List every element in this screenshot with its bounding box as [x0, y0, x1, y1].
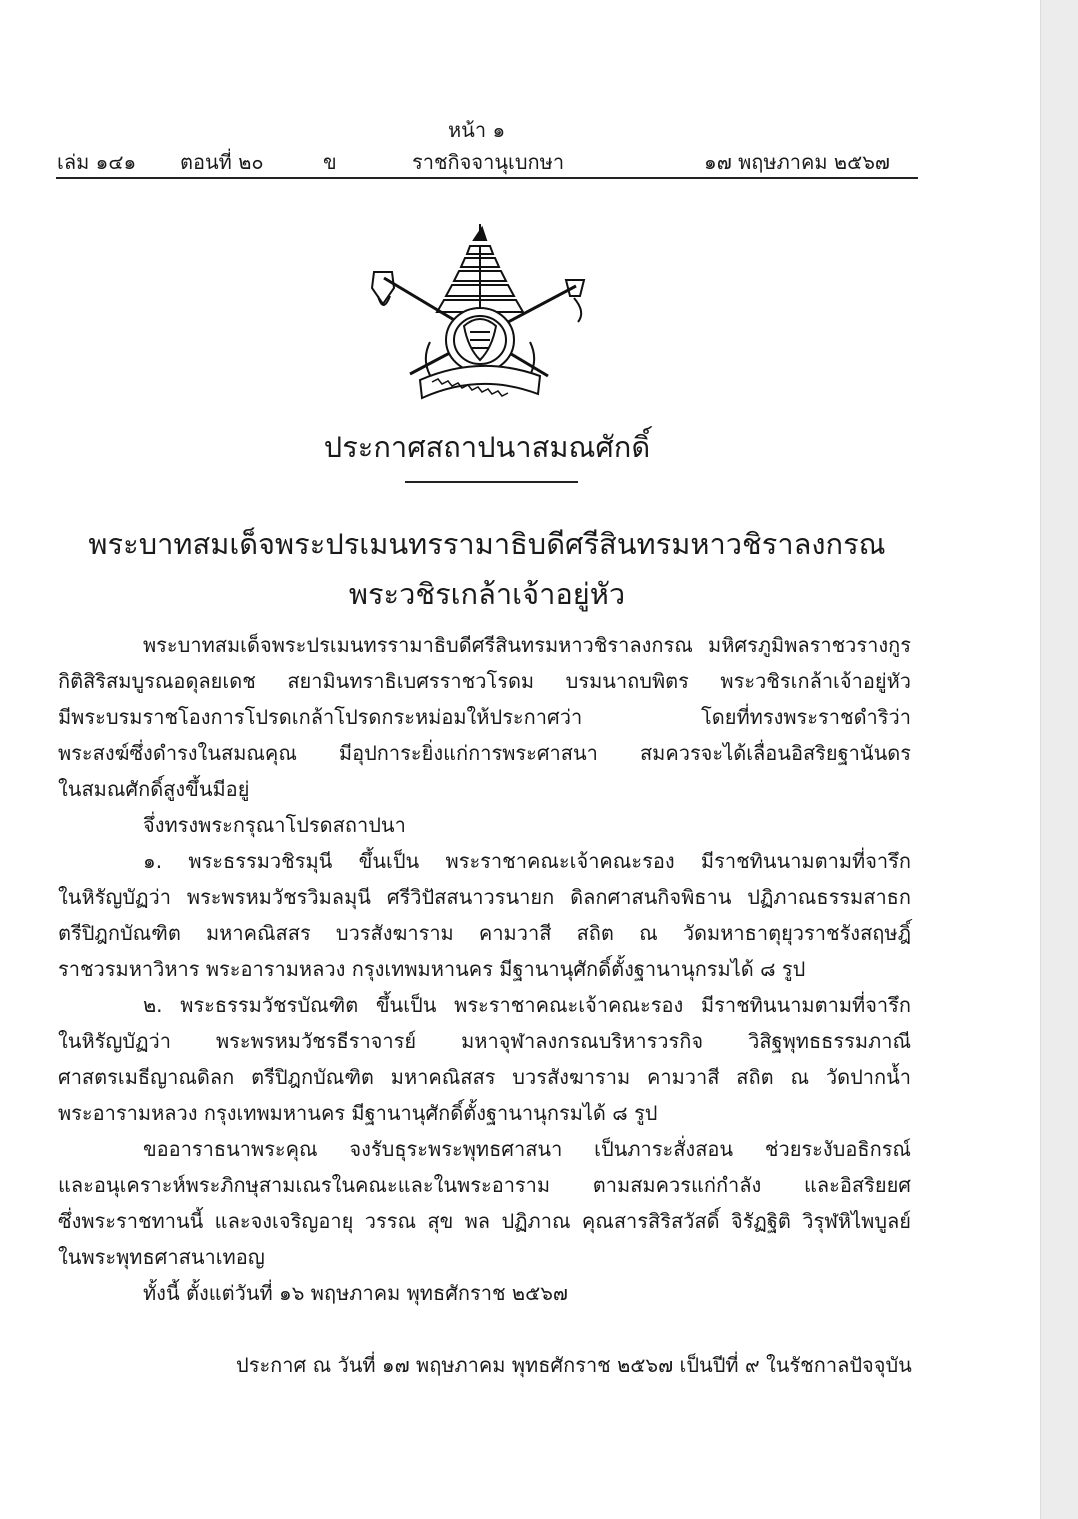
intro-line-1: พระบาทสมเด็จพระปรเมนทรรามาธิบดีศรีสินทรมหาวชิราลงกรณ มหิศรภูมิพลราชวรางกูร	[143, 633, 911, 657]
proclamation-date: ประกาศ ณ วันที่ ๑๗ พฤษภาคม พุทธศักราช ๒๕๖๗ เป็นปีที่ ๙ ในรัชกาลปัจจุบัน	[236, 1353, 912, 1377]
header-divider	[56, 177, 918, 179]
item-1-line-1: ๑. พระธรรมวชิรมุนี ขึ้นเป็น พระราชาคณะเจ้าคณะรอง มีราชทินนามตามที่จารึก	[143, 849, 911, 873]
royal-seal-icon	[370, 222, 590, 402]
intro-line-4: พระสงฆ์ซึ่งดำรงในสมณคุณ มีอุปการะยิ่งแก่การพระศาสนา สมควรจะได้เลื่อนอิสริยฐานันดร	[58, 741, 911, 765]
blessing-line-3: ซึ่งพระราชทานนี้ และจงเจริญอายุ วรรณ สุข พล ปฏิภาณ คุณสารสิริสวัสดิ์ จิรัฏฐิติ วิรุฬหิไพบูลย์	[58, 1209, 911, 1233]
section-number: ตอนที่ ๒๐	[180, 150, 264, 174]
title-divider	[405, 481, 578, 483]
item-1-line-4: ราชวรมหาวิหาร พระอารามหลวง กรุงเทพมหานคร มีฐานานุศักดิ์ตั้งฐานานุกรมได้ ๘ รูป	[58, 957, 806, 981]
king-title-line-1: พระบาทสมเด็จพระปรเมนทรรามาธิบดีศรีสินทรมหาวชิราลงกรณ	[88, 527, 886, 561]
intro-line-5: ในสมณศักดิ์สูงขึ้นมีอยู่	[58, 777, 250, 801]
item-1-line-3: ตรีปิฎกบัณฑิต มหาคณิสสร บวรสังฆาราม คามวาสี สถิต ณ วัดมหาธาตุยุวราชรังสฤษฎิ์	[58, 921, 911, 945]
gazette-name: ราชกิจจานุเบกษา	[412, 150, 565, 174]
blessing-line-1: ขออาราธนาพระคุณ จงรับธุระพระพุทธศาสนา เป็นภาระสั่งสอน ช่วยระงับอธิกรณ์	[143, 1137, 911, 1161]
intro-line-2: กิติสิริสมบูรณอดุลยเดช สยามินทราธิเบศรราชวโรดม บรมนาถบพิตร พระวชิรเกล้าเจ้าอยู่หัว	[58, 669, 911, 693]
item-1-line-2: ในหิรัญบัฏว่า พระพรหมวัชรวิมลมุนี ศรีวิปัสสนาวรนายก ดิลกศาสนกิจพิธาน ปฏิภาณธรรมสาธก	[58, 885, 911, 909]
blessing-line-4: ในพระพุทธศาสนาเทอญ	[58, 1245, 265, 1269]
king-title-line-2: พระวชิรเกล้าเจ้าอยู่หัว	[348, 577, 626, 611]
intro-line-3: มีพระบรมราชโองการโปรดเกล้าโปรดกระหม่อมให้ประกาศว่า โดยที่ทรงพระราชดำริว่า	[58, 705, 911, 729]
page-title: ประกาศสถาปนาสมณศักดิ์	[323, 430, 651, 464]
page-number: หน้า ๑	[448, 118, 506, 142]
item-2-line-1: ๒. พระธรรมวัชรบัณฑิต ขึ้นเป็น พระราชาคณะเจ้าคณะรอง มีราชทินนามตามที่จารึก	[143, 993, 911, 1017]
appoint-intro: จึ่งทรงพระกรุณาโปรดสถาปนา	[143, 813, 406, 837]
effective-date: ทั้งนี้ ตั้งแต่วันที่ ๑๖ พฤษภาคม พุทธศักราช ๒๕๖๗	[143, 1281, 568, 1305]
blessing-line-2: และอนุเคราะห์พระภิกษุสามเณรในคณะและในพระอาราม ตามสมควรแก่กำลัง และอิสริยยศ	[58, 1173, 911, 1197]
item-2-line-3: ศาสตรเมธีญาณดิลก ตรีปิฎกบัณฑิต มหาคณิสสร บวรสังฆาราม คามวาสี สถิต ณ วัดปากน้ำ	[58, 1065, 911, 1089]
item-2-line-2: ในหิรัญบัฏว่า พระพรหมวัชรธีราจารย์ มหาจุฬาลงกรณบริหารวรกิจ วิสิฐพุทธธรรมภาณี	[58, 1029, 911, 1053]
viewer-side-strip	[1040, 0, 1078, 1519]
item-2-line-4: พระอารามหลวง กรุงเทพมหานคร มีฐานานุศักดิ์ตั้งฐานานุกรมได้ ๘ รูป	[58, 1101, 658, 1125]
volume-number: เล่ม ๑๔๑	[57, 150, 137, 174]
publication-date: ๑๗ พฤษภาคม ๒๕๖๗	[704, 150, 890, 174]
section-letter: ข	[323, 150, 337, 174]
